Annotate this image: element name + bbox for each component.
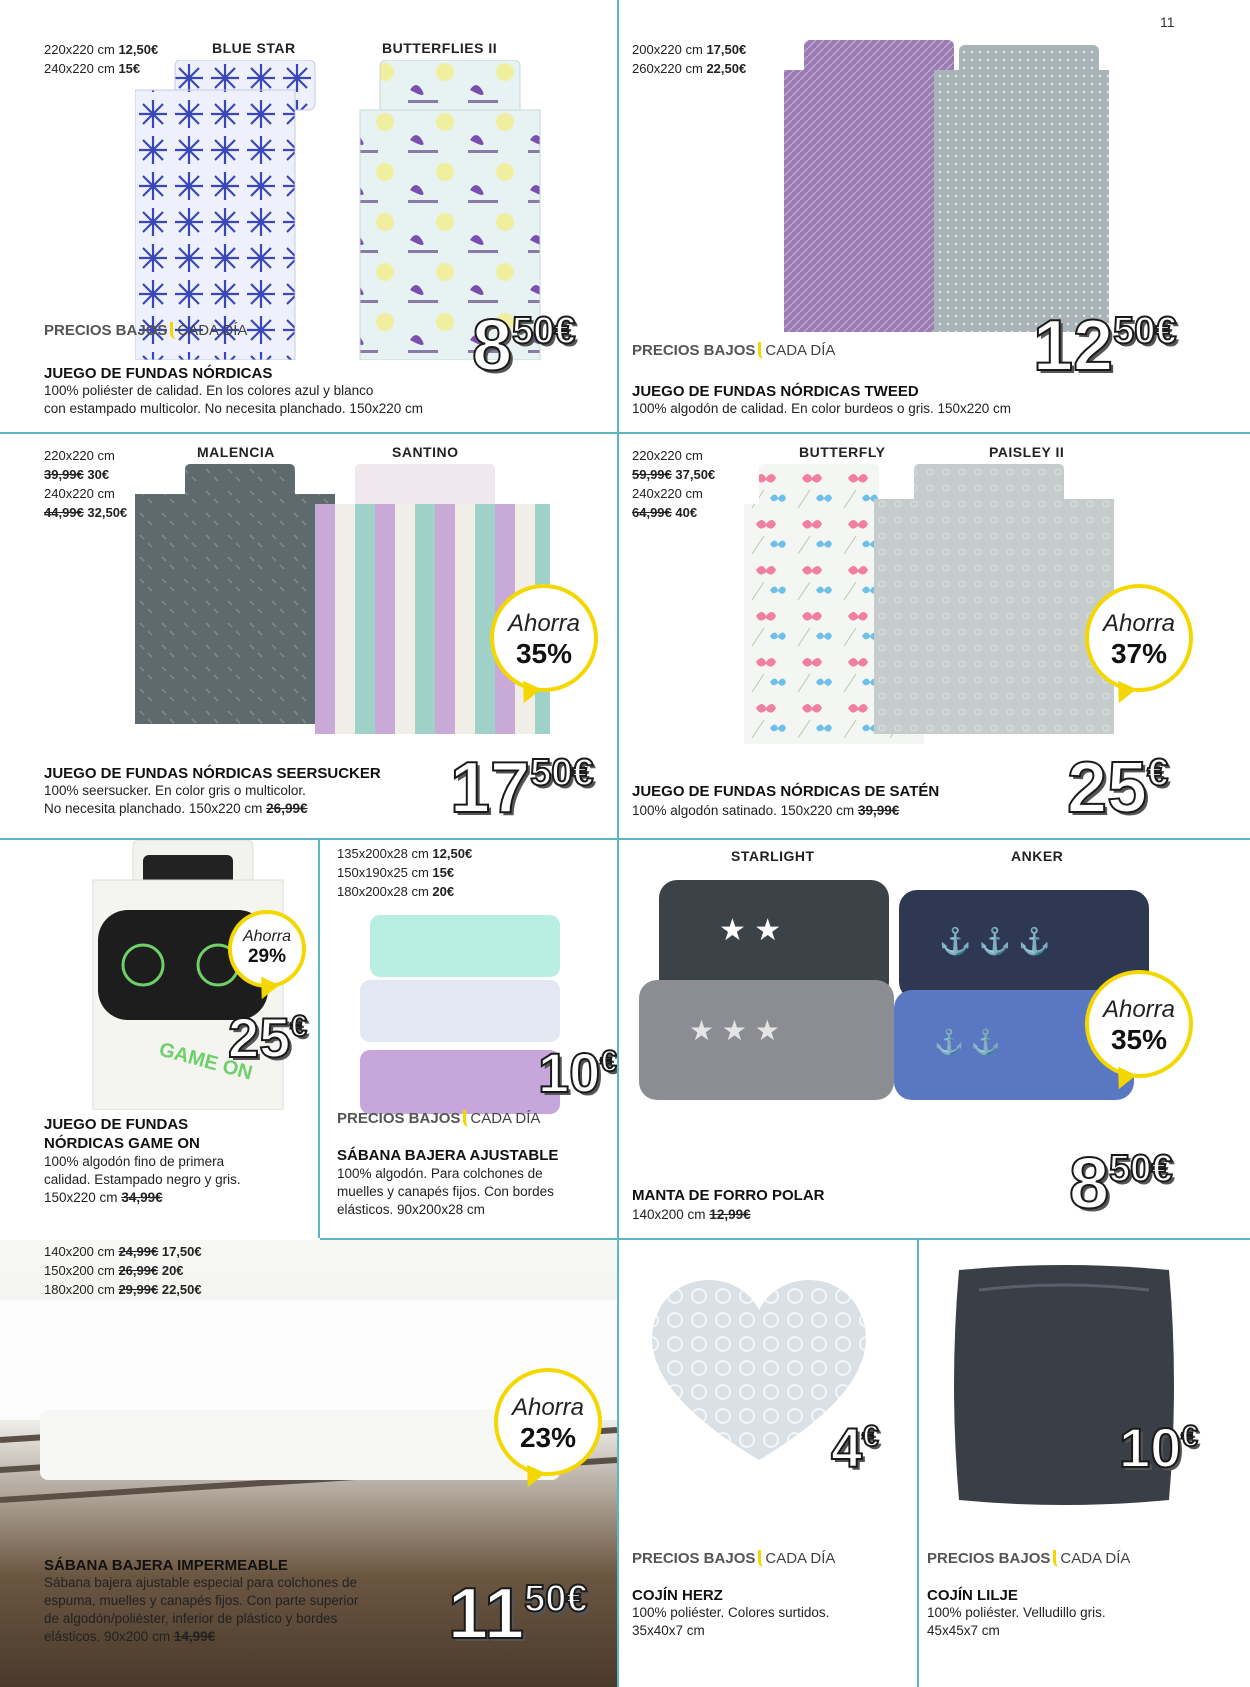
product-manta-forro-polar[interactable] (619, 840, 1250, 1238)
product-title: SÁBANA BAJERA IMPERMEABLE (44, 1557, 288, 1574)
variant-paisley: PAISLEY II (989, 444, 1065, 460)
precios-bajos-badge: PRECIOS BAJOS CADA DÍA (632, 342, 836, 359)
price-tag: 10€ (1119, 1416, 1198, 1479)
size-price-list: 220x220 cm 39,99€ 30€ 240x220 cm 44,99€ 32,50€ (44, 448, 128, 520)
variant-starlight: STARLIGHT (731, 848, 815, 864)
duvet-tweed-image (784, 40, 1114, 340)
product-description: 100% algodón de calidad. En color burdeos o gris. 150x220 cm (632, 401, 1011, 416)
savings-badge: Ahorra 35% (490, 584, 598, 692)
product-description: 100% algodón. Para colchones de muelles y canapés fijos. Con bordes elásticos. 90x200x28 cm (337, 1166, 554, 1217)
variant-santino: SANTINO (392, 444, 459, 460)
precios-bajos-badge: PRECIOS BAJOS CADA DÍA (632, 1550, 836, 1567)
svg-text:★ ★: ★ ★ (719, 914, 782, 947)
price-tag: 850€ (472, 306, 576, 386)
product-title: JUEGO DE FUNDAS NÓRDICAS DE SATÉN (632, 783, 940, 800)
price-tag: 10€ (538, 1041, 617, 1104)
precios-bajos-badge: PRECIOS BAJOS CADA DÍA (337, 1110, 541, 1127)
variant-anker: ANKER (1011, 848, 1064, 864)
variant-butterfly: BUTTERFLY (799, 444, 886, 460)
duvet-malencia-image (135, 464, 345, 724)
product-cojin-lilje[interactable] (919, 1240, 1250, 1687)
product-description: 140x200 cm 12,99€ (632, 1207, 751, 1222)
precios-bajos-badge: PRECIOS BAJOS CADA DÍA (927, 1550, 1131, 1567)
price-tag: 850€ (1069, 1144, 1173, 1224)
product-fundas-game-on[interactable] (0, 840, 318, 1238)
product-title: JUEGO DE FUNDAS NÓRDICAS (44, 365, 273, 382)
duvet-paisley-image (874, 464, 1124, 734)
price-tag: 25€ (1067, 748, 1169, 828)
product-title: COJÍN HERZ (632, 1587, 723, 1604)
duvet-blue-star-image (135, 60, 375, 360)
size-price-list: 140x200 cm 24,99€ 17,50€ 150x200 cm 26,99€ 20€ 180x200 cm 29,99€ 22,50€ (44, 1244, 202, 1297)
precios-bajos-badge: PRECIOS BAJOS CADA DÍA (44, 322, 248, 339)
price-tag: 1750€ (450, 748, 594, 828)
product-cojin-herz[interactable] (619, 1240, 917, 1687)
product-description: 100% algodón satinado. 150x220 cm 39,99€ (632, 803, 900, 818)
product-sabana-bajera-impermeable[interactable] (0, 1240, 617, 1687)
savings-badge: Ahorra 37% (1085, 584, 1193, 692)
size-price-list: 220x220 cm 59,99€ 37,50€ 240x220 cm 64,99€ 40€ (632, 448, 716, 520)
variant-blue-star: BLUE STAR (212, 40, 296, 56)
svg-text:⚓ ⚓ ⚓: ⚓ ⚓ ⚓ (939, 926, 1051, 956)
product-fundas-nordicas[interactable] (0, 0, 617, 432)
svg-text:★ ★ ★: ★ ★ ★ (689, 1015, 780, 1046)
blankets-image (639, 870, 1169, 1110)
size-price-list: 220x220 cm 12,50€ 240x220 cm 15€ (44, 42, 159, 76)
fitted-sheets-image (340, 915, 570, 1125)
savings-badge: Ahorra 23% (494, 1368, 602, 1476)
product-title: JUEGO DE FUNDAS NÓRDICAS TWEED (632, 383, 919, 400)
price-tag: 4€ (831, 1416, 879, 1479)
game-on-print-text: GAME ON (156, 1038, 255, 1085)
product-title: COJÍN LILJE (927, 1587, 1018, 1604)
product-title: MANTA DE FORRO POLAR (632, 1187, 825, 1204)
page-number: 11 (1160, 14, 1175, 30)
variant-malencia: MALENCIA (197, 444, 275, 460)
savings-badge: Ahorra 29% (228, 910, 306, 988)
savings-badge: Ahorra 35% (1085, 970, 1193, 1078)
size-price-list: 135x200x28 cm 12,50€ 150x190x25 cm 15€ 180x200x28 cm 20€ (337, 846, 473, 899)
product-description: 100% poliéster. Colores surtidos. 35x40x7 cm (632, 1605, 830, 1638)
size-price-list: 200x220 cm 17,50€ 260x220 cm 22,50€ (632, 42, 747, 76)
variant-butterflies: BUTTERFLIES II (382, 40, 498, 56)
product-fundas-tweed[interactable] (619, 0, 1250, 432)
product-description: 100% poliéster. Velludillo gris. 45x45x7 cm (927, 1605, 1106, 1638)
price-tag: 1150€ (448, 1574, 588, 1654)
product-title: JUEGO DE FUNDAS NÓRDICAS SEERSUCKER (44, 765, 381, 782)
product-description: 100% seersucker. En color gris o multicolor. No necesita planchado. 150x220 cm 26,99€ (44, 783, 308, 816)
product-fundas-seersucker[interactable] (0, 434, 617, 838)
product-title: SÁBANA BAJERA AJUSTABLE (337, 1147, 559, 1164)
product-description: 100% algodón fino de primera calidad. Estampado negro y gris. 150x220 cm 34,99€ (44, 1154, 241, 1205)
product-description: Sábana bajera ajustable especial para colchones de espuma, muelles y canapés fijos. Con parte superior de algodón/poliéster, inferior de plástico y bordes elásticos. 90x200 cm 14,99€ (44, 1575, 359, 1644)
svg-text:⚓ ⚓: ⚓ ⚓ (934, 1029, 1001, 1056)
price-tag: 1250€ (1033, 306, 1177, 386)
product-fundas-saten[interactable] (619, 434, 1250, 838)
price-tag: 25€ (228, 1006, 307, 1069)
product-title: JUEGO DE FUNDAS NÓRDICAS GAME ON (44, 1116, 200, 1152)
product-sabana-bajera-ajustable[interactable] (320, 840, 617, 1238)
product-description: 100% poliéster de calidad. En los colores azul y blanco con estampado multicolor. No necesita planchado. 150x220 cm (44, 383, 423, 416)
